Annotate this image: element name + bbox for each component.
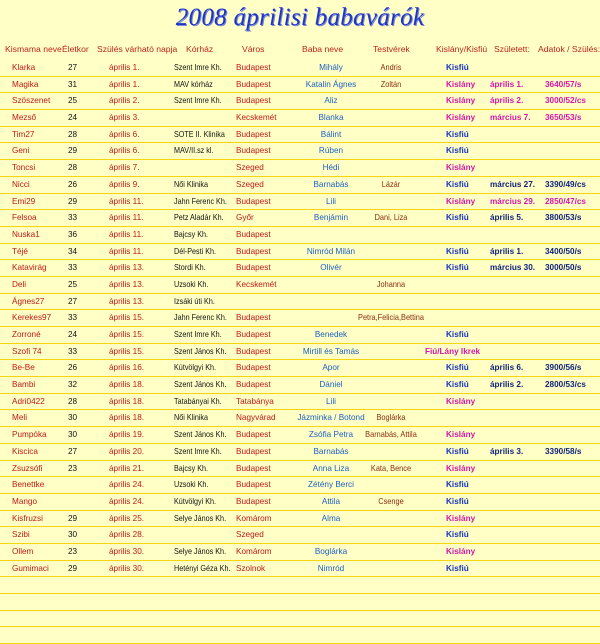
cell-name: Klarka — [12, 63, 36, 72]
cell-due-date: április 15. — [109, 330, 145, 339]
cell-age: 29 — [68, 196, 78, 206]
table-row — [0, 294, 600, 311]
cell-siblings: Barnabás, Attila — [365, 430, 417, 440]
header-due: Szülés várható napja — [97, 44, 178, 54]
cell-city: Budapest — [236, 330, 271, 339]
cell-born-date: április 1. — [490, 246, 524, 256]
cell-sex: Kisfiú — [446, 530, 469, 540]
cell-hospital: Selye János Kh. — [174, 513, 227, 523]
cell-baby-name: Barnabás — [313, 446, 349, 456]
table-row — [0, 244, 600, 261]
cell-born-date: április 2. — [490, 96, 524, 106]
cell-siblings: Andris — [380, 63, 402, 72]
cell-age: 33 — [68, 346, 78, 356]
cell-siblings: Zoltán — [380, 79, 402, 89]
cell-name: Ágnes27 — [12, 296, 45, 306]
cell-age: 24 — [68, 113, 78, 123]
table-row — [0, 611, 600, 628]
cell-name: Toncsi — [12, 163, 36, 173]
cell-hospital: Tatabányai Kh. — [174, 396, 222, 406]
cell-name: Zorroné — [12, 330, 41, 339]
cell-age: 27 — [68, 296, 78, 306]
cell-city: Kecskemét — [236, 113, 277, 123]
cell-city: Komárom — [236, 546, 272, 556]
cell-baby-name: Nimród — [317, 563, 345, 573]
cell-baby-name: Lili — [325, 196, 336, 206]
cell-city: Budapest — [236, 480, 271, 490]
header-born: Született: — [494, 44, 530, 54]
cell-due-date: április 15. — [109, 313, 145, 323]
cell-age: 30 — [68, 530, 78, 540]
cell-city: Budapest — [236, 146, 271, 156]
cell-baby-name: Boglárka — [314, 546, 348, 556]
cell-name: Bambi — [12, 380, 36, 390]
cell-sex: Kisfiú — [446, 480, 469, 490]
cell-due-date: április 11. — [109, 246, 144, 256]
cell-due-date: április 15. — [109, 346, 145, 356]
cell-birth-data: 3800/53/s — [545, 213, 582, 223]
cell-born-date: április 6. — [490, 363, 524, 373]
cell-name: Mango — [12, 496, 38, 506]
cell-siblings: Dani, Liza — [374, 213, 408, 223]
cell-name: Nuska1 — [12, 229, 40, 239]
cell-baby-name: Benedek — [314, 330, 348, 339]
cell-city: Tatabánya — [236, 396, 274, 406]
table-row — [0, 577, 600, 594]
cell-sex: Kisfiú — [446, 213, 469, 223]
cell-city: Budapest — [236, 496, 271, 506]
cell-baby-name: Hédi — [322, 163, 340, 173]
cell-baby-name: Benjámin — [313, 213, 349, 223]
cell-name: Geni — [12, 146, 30, 156]
cell-city: Budapest — [236, 446, 271, 456]
cell-age: 34 — [68, 246, 78, 256]
table-row — [0, 444, 600, 461]
cell-age: 29 — [68, 513, 78, 523]
cell-baby-name: Alma — [321, 513, 341, 523]
cell-city: Budapest — [236, 129, 271, 139]
cell-city: Budapest — [236, 346, 271, 356]
cell-baby-name: Katalin Ágnes — [305, 79, 357, 89]
cell-due-date: április 30. — [109, 546, 145, 556]
cell-age: 30 — [68, 413, 78, 423]
cell-age: 33 — [68, 213, 78, 223]
cell-age: 28 — [68, 163, 78, 173]
cell-name: Kiscica — [12, 446, 38, 456]
cell-age: 25 — [68, 96, 78, 106]
table-row — [0, 377, 600, 394]
cell-city: Győr — [236, 213, 254, 223]
cell-age: 23 — [68, 463, 78, 473]
table-row — [0, 127, 600, 144]
cell-city: Budapest — [236, 463, 271, 473]
cell-siblings: Boglárka — [376, 413, 406, 423]
cell-due-date: április 18. — [109, 380, 145, 390]
cell-hospital: Kútvölgyi Kh. — [174, 363, 217, 373]
cell-name: Magika — [12, 79, 39, 89]
cell-sex: Kisfiú — [446, 363, 469, 373]
cell-age: 23 — [68, 546, 78, 556]
cell-birth-data: 3400/50/s — [545, 246, 582, 256]
table-row — [0, 77, 600, 94]
table-row — [0, 277, 600, 294]
cell-city: Budapest — [236, 63, 271, 72]
cell-hospital: Stordi Kh. — [174, 263, 206, 273]
table-row — [0, 477, 600, 494]
header-data: Adatok / Szülés: — [538, 44, 600, 54]
table-row — [0, 511, 600, 528]
cell-city: Budapest — [236, 313, 271, 323]
cell-name: Szöszenet — [12, 96, 51, 106]
cell-hospital: MAV kórház — [174, 79, 213, 89]
cell-age: 27 — [68, 63, 78, 72]
cell-city: Komárom — [236, 513, 272, 523]
cell-name: Téjé — [12, 246, 28, 256]
cell-sex: Kislány — [446, 113, 476, 123]
cell-hospital: Izsáki úti Kh. — [174, 296, 215, 306]
cell-due-date: április 13. — [109, 279, 145, 289]
table-row — [0, 461, 600, 478]
table-row — [0, 410, 600, 427]
cell-city: Budapest — [236, 430, 271, 440]
cell-age: 32 — [68, 380, 78, 390]
table-row — [0, 194, 600, 211]
cell-baby-name: Barnabás — [313, 179, 349, 189]
cell-baby-name: Aliz — [324, 96, 338, 106]
table-row — [0, 544, 600, 561]
cell-hospital: Szent Imre Kh. — [174, 63, 222, 72]
cell-due-date: április 11. — [109, 229, 144, 239]
cell-sex: Kisfiú — [446, 380, 469, 390]
cell-hospital: Jahn Ferenc Kh. — [174, 313, 227, 323]
cell-due-date: április 24. — [109, 496, 145, 506]
cell-due-date: április 2. — [109, 96, 140, 106]
cell-age: 28 — [68, 396, 78, 406]
cell-born-date: április 1. — [490, 79, 524, 89]
cell-due-date: április 11. — [109, 213, 144, 223]
cell-due-date: április 13. — [109, 296, 145, 306]
header-name: Kismama neve — [5, 44, 62, 54]
cell-due-date: április 18. — [109, 396, 145, 406]
cell-city: Szeged — [236, 179, 264, 189]
cell-hospital: SOTE II. Klinika — [174, 129, 225, 139]
cell-name: Tim27 — [12, 129, 35, 139]
cell-age: 31 — [68, 79, 78, 89]
cell-due-date: április 16. — [109, 363, 145, 373]
cell-hospital: Bajcsy Kh. — [174, 463, 209, 473]
cell-age: 24 — [68, 330, 78, 339]
cell-born-date: április 3. — [490, 446, 524, 456]
cell-city: Szolnok — [236, 563, 266, 573]
table-row — [0, 327, 600, 344]
cell-age: 26 — [68, 179, 78, 189]
cell-age: 33 — [68, 263, 78, 273]
cell-baby-name: Zsófia Petra — [308, 430, 354, 440]
header-age: Életkor — [62, 44, 89, 54]
cell-due-date: április 30. — [109, 563, 145, 573]
cell-due-date: április 1. — [109, 63, 140, 72]
cell-due-date: április 7. — [109, 163, 140, 173]
cell-baby-name: Jázminka / Botond — [297, 413, 365, 423]
cell-born-date: április 5. — [490, 213, 524, 223]
cell-birth-data: 3390/58/s — [545, 446, 582, 456]
cell-baby-name: Lili — [325, 396, 336, 406]
cell-sex: Kisfiú — [446, 146, 469, 156]
cell-hospital: Bajcsy Kh. — [174, 229, 209, 239]
cell-baby-name: Zétény Berci — [308, 480, 354, 490]
cell-baby-name: Anna Liza — [312, 463, 350, 473]
cell-age: 25 — [68, 279, 78, 289]
table-header — [0, 44, 600, 58]
cell-hospital: Női Klinika — [174, 179, 209, 189]
cell-age: 33 — [68, 313, 78, 323]
cell-birth-data: 3390/49/cs — [545, 179, 586, 189]
cell-sex: Kisfiú — [446, 446, 469, 456]
table-row — [0, 310, 600, 327]
cell-sex: Fiú/Lány Ikrek — [425, 346, 481, 356]
cell-birth-data: 3000/52/cs — [545, 96, 586, 106]
cell-baby-name: Blanka — [318, 113, 344, 123]
table-row — [0, 527, 600, 544]
cell-sex: Kislány — [446, 196, 476, 206]
cell-name: Ollem — [12, 546, 34, 556]
cell-sex: Kisfiú — [446, 563, 469, 573]
cell-city: Budapest — [236, 246, 271, 256]
cell-sex: Kislány — [446, 513, 476, 523]
cell-birth-data: 3000/50/s — [545, 263, 582, 273]
cell-age: 29 — [68, 146, 78, 156]
cell-siblings: Kata, Bence — [370, 463, 412, 473]
cell-sex: Kisfiú — [446, 63, 469, 72]
cell-city: Budapest — [236, 229, 271, 239]
cell-baby-name: Mihály — [319, 63, 343, 72]
cell-name: Adri0422 — [12, 396, 45, 406]
table-row — [0, 210, 600, 227]
cell-due-date: április 6. — [109, 129, 140, 139]
cell-hospital: MAV/II.sz kl. — [174, 146, 214, 156]
table-row — [0, 177, 600, 194]
cell-hospital: Petz Aladár Kh. — [174, 213, 224, 223]
cell-name: Deli — [12, 279, 27, 289]
cell-birth-data: 3900/56/s — [545, 363, 582, 373]
header-hospital: Kórház — [186, 44, 214, 54]
cell-sex: Kislány — [446, 463, 476, 473]
cell-born-date: március 27. — [490, 179, 536, 189]
cell-hospital: Uzsoki Kh. — [174, 480, 209, 490]
cell-city: Budapest — [236, 79, 271, 89]
cell-sex: Kislány — [446, 96, 476, 106]
cell-birth-data: 3650/53/s — [545, 113, 582, 123]
cell-name: Szofi 74 — [12, 346, 42, 356]
cell-city: Budapest — [236, 196, 271, 206]
cell-born-date: április 2. — [490, 380, 524, 390]
cell-sex: Kislány — [446, 546, 476, 556]
cell-siblings: Johanna — [376, 279, 406, 289]
cell-name: Gumimaci — [12, 563, 49, 573]
table-row — [0, 227, 600, 244]
cell-name: Be-Be — [12, 363, 35, 373]
cell-siblings: Petra,Felicia,Bettina — [358, 313, 424, 323]
cell-due-date: április 28. — [109, 530, 145, 540]
cell-birth-data: 2850/47/cs — [545, 196, 586, 206]
cell-name: Pumpóka — [12, 430, 47, 440]
cell-baby-name: Bálint — [320, 129, 342, 139]
table-row — [0, 360, 600, 377]
cell-sex: Kisfiú — [446, 129, 469, 139]
cell-sex: Kislány — [446, 163, 476, 173]
cell-city: Szeged — [236, 530, 264, 540]
cell-hospital: Szent Imre Kh. — [174, 330, 222, 339]
cell-baby-name: Nimród Milán — [306, 246, 356, 256]
cell-hospital: Uzsoki Kh. — [174, 279, 209, 289]
header-sex: Kislány/Kisfiú — [436, 44, 488, 54]
cell-due-date: április 9. — [109, 179, 140, 189]
cell-age: 36 — [68, 229, 78, 239]
cell-sex: Kisfiú — [446, 263, 469, 273]
cell-born-date: március 7. — [490, 113, 531, 123]
cell-name: Katavirág — [12, 263, 47, 273]
cell-name: Meli — [12, 413, 28, 423]
page-title: 2008 áprilisi babavárók — [175, 4, 425, 31]
table-row — [0, 394, 600, 411]
cell-hospital: Szent Imre Kh. — [174, 96, 222, 106]
cell-name: Mezső — [12, 113, 37, 123]
table-row — [0, 93, 600, 110]
cell-due-date: április 25. — [109, 513, 145, 523]
table-row — [0, 160, 600, 177]
cell-siblings: Lázár — [381, 179, 401, 189]
header-siblings: Testvérek — [373, 44, 410, 54]
table-row — [0, 494, 600, 511]
cell-born-date: március 29. — [490, 196, 536, 206]
table-row — [0, 60, 600, 77]
cell-siblings: Csenge — [378, 496, 404, 506]
cell-due-date: április 20. — [109, 446, 145, 456]
cell-hospital: Szent János Kh. — [174, 430, 227, 440]
cell-name: Emi29 — [12, 196, 36, 206]
table-body — [0, 60, 600, 644]
cell-due-date: április 21. — [109, 463, 145, 473]
cell-hospital: Kútvölgyi Kh. — [174, 496, 217, 506]
cell-baby-name: Attila — [321, 496, 341, 506]
cell-due-date: április 13. — [109, 263, 145, 273]
cell-baby-name: Olivér — [320, 263, 342, 273]
cell-city: Budapest — [236, 363, 271, 373]
cell-name: Kisfruzsi — [12, 513, 43, 523]
table-row — [0, 561, 600, 578]
cell-sex: Kisfiú — [446, 330, 469, 339]
cell-name: Szibi — [12, 530, 30, 540]
cell-sex: Kisfiú — [446, 246, 469, 256]
cell-city: Budapest — [236, 263, 271, 273]
cell-baby-name: Dániel — [319, 380, 343, 390]
cell-name: Benettke — [12, 480, 45, 490]
cell-hospital: Hetényi Géza Kh. — [174, 563, 231, 573]
cell-city: Budapest — [236, 96, 271, 106]
cell-name: Zsuzsófi — [12, 463, 43, 473]
cell-baby-name: Rúben — [318, 146, 344, 156]
table-row — [0, 627, 600, 644]
cell-name: Kerekes97 — [12, 313, 52, 323]
cell-name: Nicci — [12, 179, 30, 189]
cell-age: 28 — [68, 129, 78, 139]
cell-due-date: április 11. — [109, 196, 144, 206]
cell-due-date: április 1. — [109, 79, 140, 89]
header-baby: Baba neve — [302, 44, 344, 54]
cell-hospital: Dél-Pesti Kh. — [174, 246, 217, 256]
cell-hospital: Jahn Ferenc Kh. — [174, 196, 227, 206]
table-row — [0, 594, 600, 611]
cell-age: 26 — [68, 363, 78, 373]
cell-hospital: Szent János Kh. — [174, 346, 227, 356]
table-row — [0, 427, 600, 444]
table-row — [0, 344, 600, 361]
cell-due-date: április 6. — [109, 146, 140, 156]
cell-city: Kecskemét — [236, 279, 277, 289]
cell-baby-name: Mirtill és Tamás — [302, 346, 360, 356]
cell-sex: Kisfiú — [446, 496, 469, 506]
cell-age: 30 — [68, 430, 78, 440]
cell-baby-name: Apor — [322, 363, 340, 373]
cell-city: Budapest — [236, 380, 271, 390]
cell-sex: Kislány — [446, 396, 476, 406]
cell-hospital: Női Klinika — [174, 413, 209, 423]
cell-birth-data: 3640/57/s — [545, 79, 582, 89]
cell-sex: Kisfiú — [446, 179, 469, 189]
cell-due-date: április 3. — [109, 113, 140, 123]
cell-sex: Kislány — [446, 79, 476, 89]
cell-birth-data: 2800/53/cs — [545, 380, 586, 390]
cell-hospital: Selye János Kh. — [174, 546, 227, 556]
cell-due-date: április 19. — [109, 430, 145, 440]
cell-due-date: április 18. — [109, 413, 145, 423]
table-row — [0, 143, 600, 160]
cell-hospital: Szent János Kh. — [174, 380, 227, 390]
cell-age: 29 — [68, 563, 78, 573]
table-row — [0, 260, 600, 277]
cell-name: Felsoa — [12, 213, 37, 223]
cell-born-date: március 30. — [490, 263, 536, 273]
cell-due-date: április 24. — [109, 480, 145, 490]
cell-sex: Kislány — [446, 430, 476, 440]
cell-city: Szeged — [236, 163, 264, 173]
table-row — [0, 110, 600, 127]
cell-hospital: Szent Imre Kh. — [174, 446, 222, 456]
cell-age: 27 — [68, 446, 78, 456]
cell-city: Nagyvárad — [236, 413, 276, 423]
header-city: Város — [242, 44, 265, 54]
